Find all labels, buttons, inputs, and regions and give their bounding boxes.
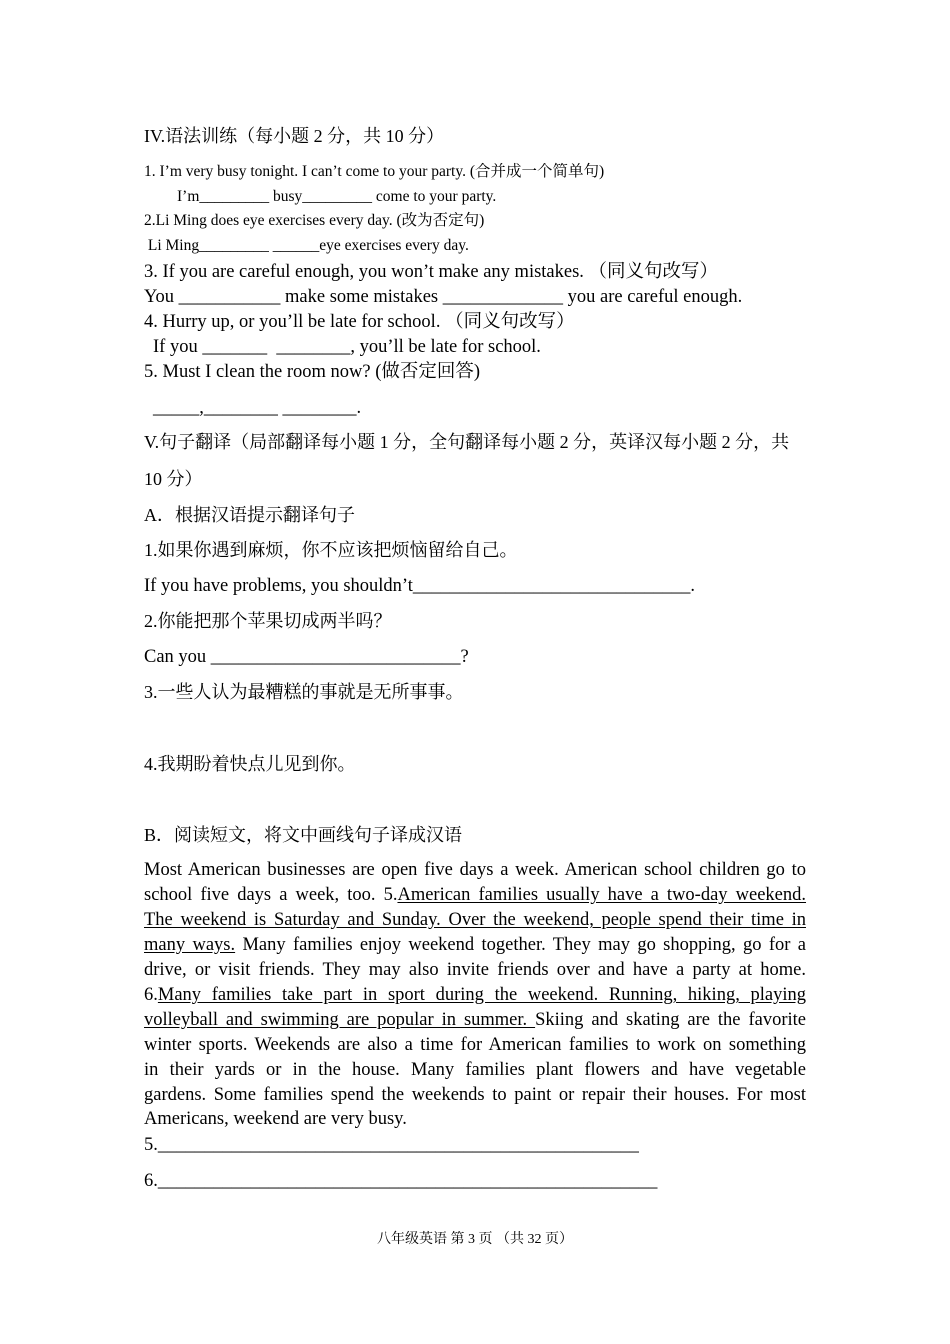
section-5-title-line-1: V.句子翻译（局部翻译每小题 1 分，全句翻译每小题 2 分，英译汉每小题 2 分，共 [144, 432, 790, 452]
question-5-answer: _____,________ ________. [153, 398, 362, 418]
translation-1: 1.如果你遇到麻烦，你不应该把烦恼留给自己。 [144, 540, 518, 560]
passage-line [144, 908, 806, 933]
underlined-sentence-5-end: many ways. [144, 935, 236, 955]
passage-line: gardens. Some families spend the weekends to paint or repair their houses. For most [144, 1085, 806, 1105]
question-2-answer: Li Ming_________ ______eye exercises every day. [144, 237, 469, 254]
passage-line: school five days a week, too. 5.American families usually have a two-day weekend. [144, 885, 807, 905]
passage-line: drive, or visit friends. They may also invite friends over and have a party at home. [144, 960, 806, 980]
underlined-sentence-5: American families usually have a two-day weekend. [397, 885, 807, 905]
part-b-title: B．阅读短文，将文中画线句子译成汉语 [144, 825, 463, 845]
answer-line-6: 6.______________________________________________________ [144, 1171, 658, 1191]
passage-line: winter sports. Weekends are also a time for American families to work on something [144, 1035, 806, 1055]
passage-line: in their yards or in the house. Many families plant flowers and have vegetable [144, 1060, 806, 1080]
question-2: 2.Li Ming does eye exercises every day. (改为否定句) [144, 212, 485, 229]
translation-4: 4.我期盼着快点儿见到你。 [144, 754, 356, 774]
question-5: 5. Must I clean the room now? (做否定回答) [144, 362, 481, 382]
page-footer: 八年级英语 第 3 页 （共 32 页） [377, 1232, 573, 1247]
translation-3: 3.一些人认为最糟糕的事就是无所事事。 [144, 682, 464, 702]
question-4-answer: If you _______ ________, you’ll be late for school. [153, 337, 541, 357]
underlined-sentence-6: Many families take part in sport during the weekend. Running, hiking, playing [157, 985, 806, 1005]
passage-line: Most American businesses are open five days a week. American school children go to [144, 860, 806, 880]
question-3: 3. If you are careful enough, you won’t make any mistakes. （同义句改写） [144, 262, 719, 282]
translation-2-answer: Can you ___________________________? [144, 647, 469, 667]
question-1: 1. I’m very busy tonight. I can’t come to your party. (合并成一个简单句) [144, 163, 605, 180]
translation-1-answer: If you have problems, you shouldn’t______________________________. [144, 576, 696, 596]
passage-line: 6.Many families take part in sport during the weekend. Running, hiking, playing [144, 985, 806, 1005]
section-4-title: IV.语法训练（每小题 2 分，共 10 分） [144, 126, 445, 146]
question-1-answer: I’m_________ busy_________ come to your party. [177, 188, 497, 205]
translation-2: 2.你能把那个苹果切成两半吗？ [144, 611, 392, 631]
passage-line: Americans, weekend are very busy. [144, 1109, 407, 1129]
underlined-sentence-6-end: volleyball and swimming are popular in summer. [144, 1010, 536, 1030]
passage-line: many ways. Many families enjoy weekend together. They may go shopping, go for a [144, 935, 806, 955]
answer-line-5: 5.____________________________________________________ [144, 1135, 639, 1155]
question-3-answer: You ___________ make some mistakes _____________ you are careful enough. [144, 287, 743, 307]
section-5-title-line-2: 10 分） [144, 469, 203, 489]
question-4: 4. Hurry up, or you’ll be late for school. （同义句改写） [144, 312, 575, 332]
passage-line: volleyball and swimming are popular in summer. Skiing and skating are the favorite [144, 1010, 806, 1030]
part-a-title: A．根据汉语提示翻译句子 [144, 505, 355, 525]
underlined-sentence-5-cont: The weekend is Saturday and Sunday. Over the weekend, people spend their time in [144, 910, 806, 930]
